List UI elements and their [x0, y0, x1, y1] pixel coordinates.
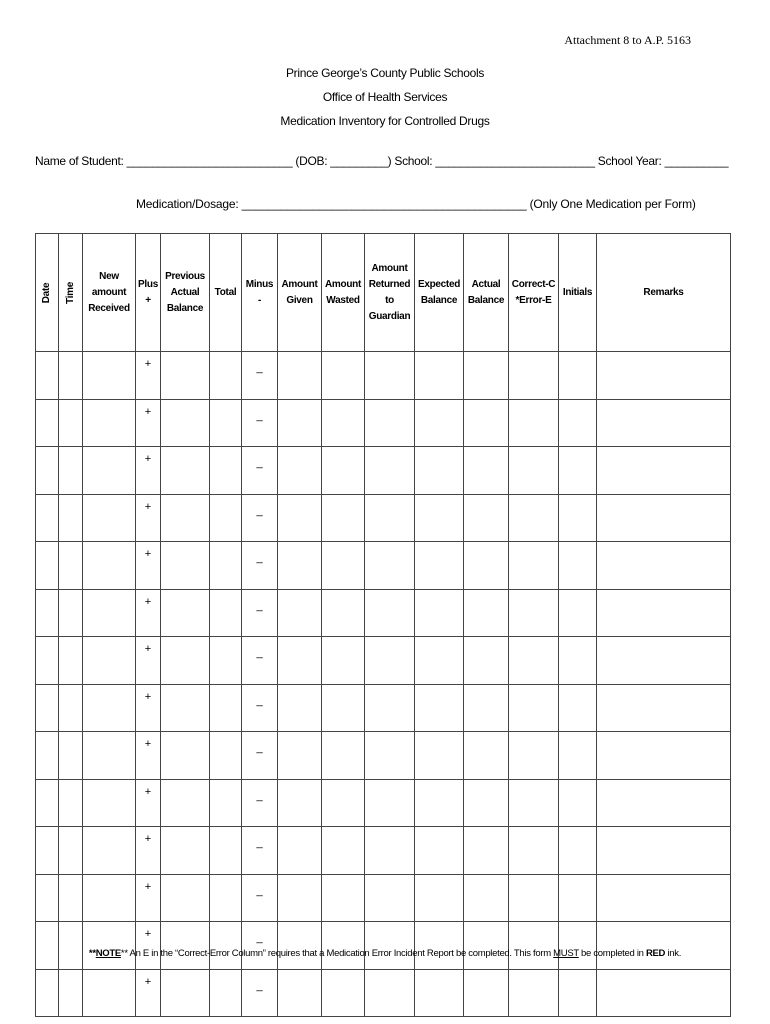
table-cell[interactable]: [210, 399, 242, 447]
table-cell[interactable]: [278, 542, 322, 590]
table-cell[interactable]: [36, 399, 59, 447]
table-cell[interactable]: [278, 399, 322, 447]
table-cell[interactable]: [559, 542, 597, 590]
table-cell[interactable]: [36, 732, 59, 780]
table-cell[interactable]: [509, 447, 559, 495]
table-row: [36, 399, 731, 447]
table-cell[interactable]: _: [242, 494, 278, 542]
table-cell[interactable]: [278, 732, 322, 780]
table-cell[interactable]: +: [136, 447, 161, 495]
red-word: RED: [645, 948, 666, 959]
table-cell[interactable]: [464, 589, 509, 637]
table-cell[interactable]: [59, 399, 83, 447]
table-cell[interactable]: [464, 542, 509, 590]
table-cell[interactable]: [415, 922, 464, 970]
table-cell[interactable]: _: [242, 874, 278, 922]
table-cell[interactable]: [415, 779, 464, 827]
table-cell[interactable]: [210, 352, 242, 400]
col-previous-balance: Previous Actual Balance: [161, 234, 210, 352]
medication-label: Medication/Dosage:: [136, 197, 242, 211]
table-cell[interactable]: [59, 969, 83, 1017]
header-row: [36, 234, 731, 352]
table-cell[interactable]: [161, 922, 210, 970]
table-cell[interactable]: [210, 494, 242, 542]
table-cell[interactable]: [464, 684, 509, 732]
table-cell[interactable]: +: [136, 779, 161, 827]
table-row: [36, 494, 731, 542]
table-cell[interactable]: [464, 494, 509, 542]
table-cell[interactable]: [59, 352, 83, 400]
table-cell[interactable]: [365, 732, 415, 780]
table-cell[interactable]: [365, 637, 415, 685]
table-cell[interactable]: [36, 494, 59, 542]
table-cell[interactable]: [59, 589, 83, 637]
table-cell[interactable]: [365, 589, 415, 637]
table-cell[interactable]: [365, 399, 415, 447]
table-cell[interactable]: [597, 922, 731, 970]
table-row: [36, 589, 731, 637]
table-cell[interactable]: [278, 969, 322, 1017]
table-cell[interactable]: [278, 447, 322, 495]
table-cell[interactable]: [509, 684, 559, 732]
table-cell[interactable]: [322, 779, 365, 827]
table-cell[interactable]: [278, 827, 322, 875]
table-cell[interactable]: [464, 922, 509, 970]
table-cell[interactable]: [161, 447, 210, 495]
medication-hint: (Only One Medication per Form): [526, 197, 696, 211]
table-cell[interactable]: _: [242, 542, 278, 590]
table-cell[interactable]: [509, 589, 559, 637]
table-row: [36, 779, 731, 827]
table-cell[interactable]: +: [136, 494, 161, 542]
table-cell[interactable]: _: [242, 922, 278, 970]
table-cell[interactable]: [278, 494, 322, 542]
table-cell[interactable]: [161, 494, 210, 542]
table-cell[interactable]: [559, 352, 597, 400]
table-cell[interactable]: [509, 969, 559, 1017]
student-name-field[interactable]: __________________________: [126, 154, 293, 168]
table-cell[interactable]: [59, 779, 83, 827]
school-label: ) School:: [387, 154, 436, 168]
must-word: MUST: [553, 948, 579, 959]
table-cell[interactable]: _: [242, 779, 278, 827]
medication-line: [136, 197, 696, 211]
table-cell[interactable]: [36, 542, 59, 590]
table-cell[interactable]: [322, 399, 365, 447]
table-cell[interactable]: [365, 684, 415, 732]
table-cell[interactable]: [83, 637, 136, 685]
table-cell[interactable]: [597, 352, 731, 400]
table-cell[interactable]: +: [136, 969, 161, 1017]
table-row: [36, 352, 731, 400]
table-cell[interactable]: +: [136, 732, 161, 780]
table-cell[interactable]: [464, 874, 509, 922]
inventory-rows: [36, 352, 731, 1017]
table-cell[interactable]: [83, 542, 136, 590]
table-cell[interactable]: [322, 637, 365, 685]
table-cell[interactable]: [36, 874, 59, 922]
table-cell[interactable]: [161, 827, 210, 875]
table-cell[interactable]: [83, 827, 136, 875]
table-cell[interactable]: [464, 399, 509, 447]
table-cell[interactable]: [161, 637, 210, 685]
table-cell[interactable]: [559, 637, 597, 685]
table-cell[interactable]: [322, 969, 365, 1017]
table-cell[interactable]: [59, 542, 83, 590]
table-cell[interactable]: [464, 827, 509, 875]
col-amount-returned: Amount Returned to Guardian: [365, 234, 415, 352]
col-remarks: Remarks: [597, 234, 731, 352]
table-cell[interactable]: [464, 969, 509, 1017]
table-cell[interactable]: [597, 447, 731, 495]
table-cell[interactable]: [365, 494, 415, 542]
table-cell[interactable]: [509, 874, 559, 922]
table-cell[interactable]: [278, 637, 322, 685]
table-cell[interactable]: [464, 637, 509, 685]
table-cell[interactable]: [509, 637, 559, 685]
table-cell[interactable]: [36, 684, 59, 732]
table-cell[interactable]: [415, 732, 464, 780]
table-cell[interactable]: [161, 684, 210, 732]
table-cell[interactable]: _: [242, 589, 278, 637]
table-cell[interactable]: _: [242, 827, 278, 875]
table-cell[interactable]: [278, 684, 322, 732]
note-word: NOTE: [95, 948, 121, 959]
student-name-label: Name of Student:: [35, 154, 127, 168]
table-cell[interactable]: [559, 447, 597, 495]
table-cell[interactable]: [509, 542, 559, 590]
table-cell[interactable]: [415, 589, 464, 637]
table-cell[interactable]: [509, 827, 559, 875]
table-cell[interactable]: [83, 447, 136, 495]
table-cell[interactable]: [559, 732, 597, 780]
table-cell[interactable]: [36, 969, 59, 1017]
table-cell[interactable]: [36, 827, 59, 875]
col-date: Date: [36, 234, 59, 352]
table-cell[interactable]: [415, 969, 464, 1017]
table-cell[interactable]: [83, 494, 136, 542]
col-actual-balance: Actual Balance: [464, 234, 509, 352]
table-cell[interactable]: [464, 779, 509, 827]
col-new-amount: New amount Received: [83, 234, 136, 352]
table-cell[interactable]: [59, 922, 83, 970]
table-cell[interactable]: [322, 684, 365, 732]
table-cell[interactable]: +: [136, 352, 161, 400]
table-cell[interactable]: [36, 352, 59, 400]
footnote: **NOTE** An E in the “Correct-Error Column” requires that a Medication Error Incident Report be completed. This form MUST be completed in RED ink.: [88, 948, 682, 959]
table-cell[interactable]: [322, 922, 365, 970]
table-cell[interactable]: [36, 637, 59, 685]
table-cell[interactable]: [559, 827, 597, 875]
form-header: [0, 64, 770, 136]
table-cell[interactable]: +: [136, 399, 161, 447]
table-cell[interactable]: [210, 969, 242, 1017]
table-cell[interactable]: [161, 542, 210, 590]
table-cell[interactable]: [59, 494, 83, 542]
table-cell[interactable]: [322, 827, 365, 875]
table-cell[interactable]: [559, 922, 597, 970]
table-cell[interactable]: [210, 447, 242, 495]
table-cell[interactable]: [210, 827, 242, 875]
table-cell[interactable]: [559, 684, 597, 732]
table-cell[interactable]: [278, 922, 322, 970]
attachment-reference: Attachment 8 to A.P. 5163: [564, 33, 691, 47]
table-cell[interactable]: [210, 732, 242, 780]
school-field[interactable]: _________________________: [435, 154, 595, 168]
table-cell[interactable]: [464, 732, 509, 780]
table-cell[interactable]: [509, 922, 559, 970]
table-cell[interactable]: [559, 494, 597, 542]
table-cell[interactable]: [365, 874, 415, 922]
table-cell[interactable]: [559, 779, 597, 827]
table-row: [36, 922, 731, 970]
table-cell[interactable]: [322, 352, 365, 400]
school-year-field[interactable]: __________: [664, 154, 729, 168]
col-amount-given: Amount Given: [278, 234, 322, 352]
table-row: [36, 684, 731, 732]
table-cell[interactable]: [36, 589, 59, 637]
table-cell[interactable]: +: [136, 542, 161, 590]
office-name: Office of Health Services: [322, 90, 448, 104]
col-amount-wasted: Amount Wasted: [322, 234, 365, 352]
student-info-line: [35, 154, 728, 168]
table-cell[interactable]: [322, 589, 365, 637]
table-cell[interactable]: [59, 447, 83, 495]
table-row: [36, 542, 731, 590]
table-cell[interactable]: [464, 447, 509, 495]
table-cell[interactable]: [597, 874, 731, 922]
table-cell[interactable]: [597, 779, 731, 827]
table-cell[interactable]: [509, 352, 559, 400]
table-cell[interactable]: [365, 542, 415, 590]
table-cell[interactable]: [365, 447, 415, 495]
table-cell[interactable]: [597, 732, 731, 780]
table-cell[interactable]: [597, 494, 731, 542]
table-cell[interactable]: [278, 352, 322, 400]
table-cell[interactable]: [597, 684, 731, 732]
col-initials: Initials: [559, 234, 597, 352]
table-cell[interactable]: [210, 874, 242, 922]
table-cell[interactable]: [210, 542, 242, 590]
table-cell[interactable]: _: [242, 399, 278, 447]
table-cell[interactable]: [83, 352, 136, 400]
table-cell[interactable]: [59, 732, 83, 780]
table-cell[interactable]: [509, 399, 559, 447]
table-cell[interactable]: +: [136, 637, 161, 685]
table-row: [36, 874, 731, 922]
table-cell[interactable]: [59, 637, 83, 685]
table-cell[interactable]: _: [242, 684, 278, 732]
table-cell[interactable]: [161, 589, 210, 637]
table-cell[interactable]: _: [242, 969, 278, 1017]
table-cell[interactable]: [559, 969, 597, 1017]
table-cell[interactable]: [278, 779, 322, 827]
table-cell[interactable]: [559, 589, 597, 637]
table-cell[interactable]: [210, 684, 242, 732]
table-cell[interactable]: [597, 637, 731, 685]
table-cell[interactable]: [322, 542, 365, 590]
table-cell[interactable]: [59, 684, 83, 732]
table-cell[interactable]: [322, 494, 365, 542]
table-cell[interactable]: [210, 637, 242, 685]
col-time: Time: [59, 234, 83, 352]
medication-field[interactable]: ____________________________________________: [241, 197, 527, 211]
table-cell[interactable]: [36, 779, 59, 827]
table-cell[interactable]: [415, 637, 464, 685]
table-cell[interactable]: [509, 494, 559, 542]
table-cell[interactable]: [415, 684, 464, 732]
table-cell[interactable]: [83, 874, 136, 922]
table-cell[interactable]: [365, 827, 415, 875]
table-cell[interactable]: [464, 352, 509, 400]
table-cell[interactable]: [365, 352, 415, 400]
table-row: [36, 732, 731, 780]
table-cell[interactable]: [161, 732, 210, 780]
table-cell[interactable]: [597, 969, 731, 1017]
table-row: [36, 827, 731, 875]
table-cell[interactable]: [83, 399, 136, 447]
col-minus: Minus -: [242, 234, 278, 352]
table-cell[interactable]: [83, 589, 136, 637]
table-cell[interactable]: [559, 399, 597, 447]
table-cell[interactable]: [322, 732, 365, 780]
table-cell[interactable]: [415, 447, 464, 495]
table-cell[interactable]: _: [242, 352, 278, 400]
table-cell[interactable]: +: [136, 684, 161, 732]
table-cell[interactable]: [509, 732, 559, 780]
table-cell[interactable]: +: [136, 589, 161, 637]
table-cell[interactable]: [83, 922, 136, 970]
table-cell[interactable]: +: [136, 922, 161, 970]
dob-label: (DOB:: [292, 154, 331, 168]
col-correct-error: Correct-C *Error-E: [509, 234, 559, 352]
table-cell[interactable]: [597, 589, 731, 637]
table-cell[interactable]: [597, 399, 731, 447]
table-cell[interactable]: [559, 874, 597, 922]
table-cell[interactable]: [210, 589, 242, 637]
table-row: [36, 447, 731, 495]
table-cell[interactable]: [59, 874, 83, 922]
col-total: Total: [210, 234, 242, 352]
table-cell[interactable]: [365, 779, 415, 827]
table-cell[interactable]: +: [136, 874, 161, 922]
dob-field[interactable]: _________: [330, 154, 388, 168]
table-cell[interactable]: [415, 827, 464, 875]
table-cell[interactable]: _: [242, 637, 278, 685]
table-cell[interactable]: [415, 494, 464, 542]
table-cell[interactable]: [59, 827, 83, 875]
school-year-label: School Year:: [594, 154, 665, 168]
table-cell[interactable]: [322, 874, 365, 922]
table-cell[interactable]: [161, 874, 210, 922]
table-cell[interactable]: [36, 447, 59, 495]
table-cell[interactable]: _: [242, 732, 278, 780]
table-cell[interactable]: [36, 922, 59, 970]
form-title: Medication Inventory for Controlled Drugs: [280, 114, 490, 128]
table-cell[interactable]: [83, 684, 136, 732]
table-cell[interactable]: [415, 399, 464, 447]
table-cell[interactable]: [278, 874, 322, 922]
table-cell[interactable]: +: [136, 827, 161, 875]
table-cell[interactable]: _: [242, 447, 278, 495]
table-cell[interactable]: [509, 779, 559, 827]
col-expected-balance: Expected Balance: [415, 234, 464, 352]
table-cell[interactable]: [210, 922, 242, 970]
table-cell[interactable]: [161, 969, 210, 1017]
district-name: Prince George’s County Public Schools: [285, 66, 485, 80]
table-row: [36, 637, 731, 685]
table-cell[interactable]: [210, 779, 242, 827]
table-cell[interactable]: [415, 352, 464, 400]
table-cell[interactable]: [161, 779, 210, 827]
table-cell[interactable]: [415, 542, 464, 590]
table-cell[interactable]: [83, 732, 136, 780]
table-cell[interactable]: [365, 969, 415, 1017]
table-cell[interactable]: [597, 827, 731, 875]
table-cell[interactable]: [161, 399, 210, 447]
table-cell[interactable]: [83, 969, 136, 1017]
table-cell[interactable]: [278, 589, 322, 637]
table-cell[interactable]: [597, 542, 731, 590]
table-cell[interactable]: [83, 779, 136, 827]
col-plus: Plus +: [136, 234, 161, 352]
table-cell[interactable]: [322, 447, 365, 495]
table-cell[interactable]: [415, 874, 464, 922]
table-row: [36, 969, 731, 1017]
table-cell[interactable]: [161, 352, 210, 400]
inventory-table: [35, 233, 731, 1017]
table-cell[interactable]: [365, 922, 415, 970]
